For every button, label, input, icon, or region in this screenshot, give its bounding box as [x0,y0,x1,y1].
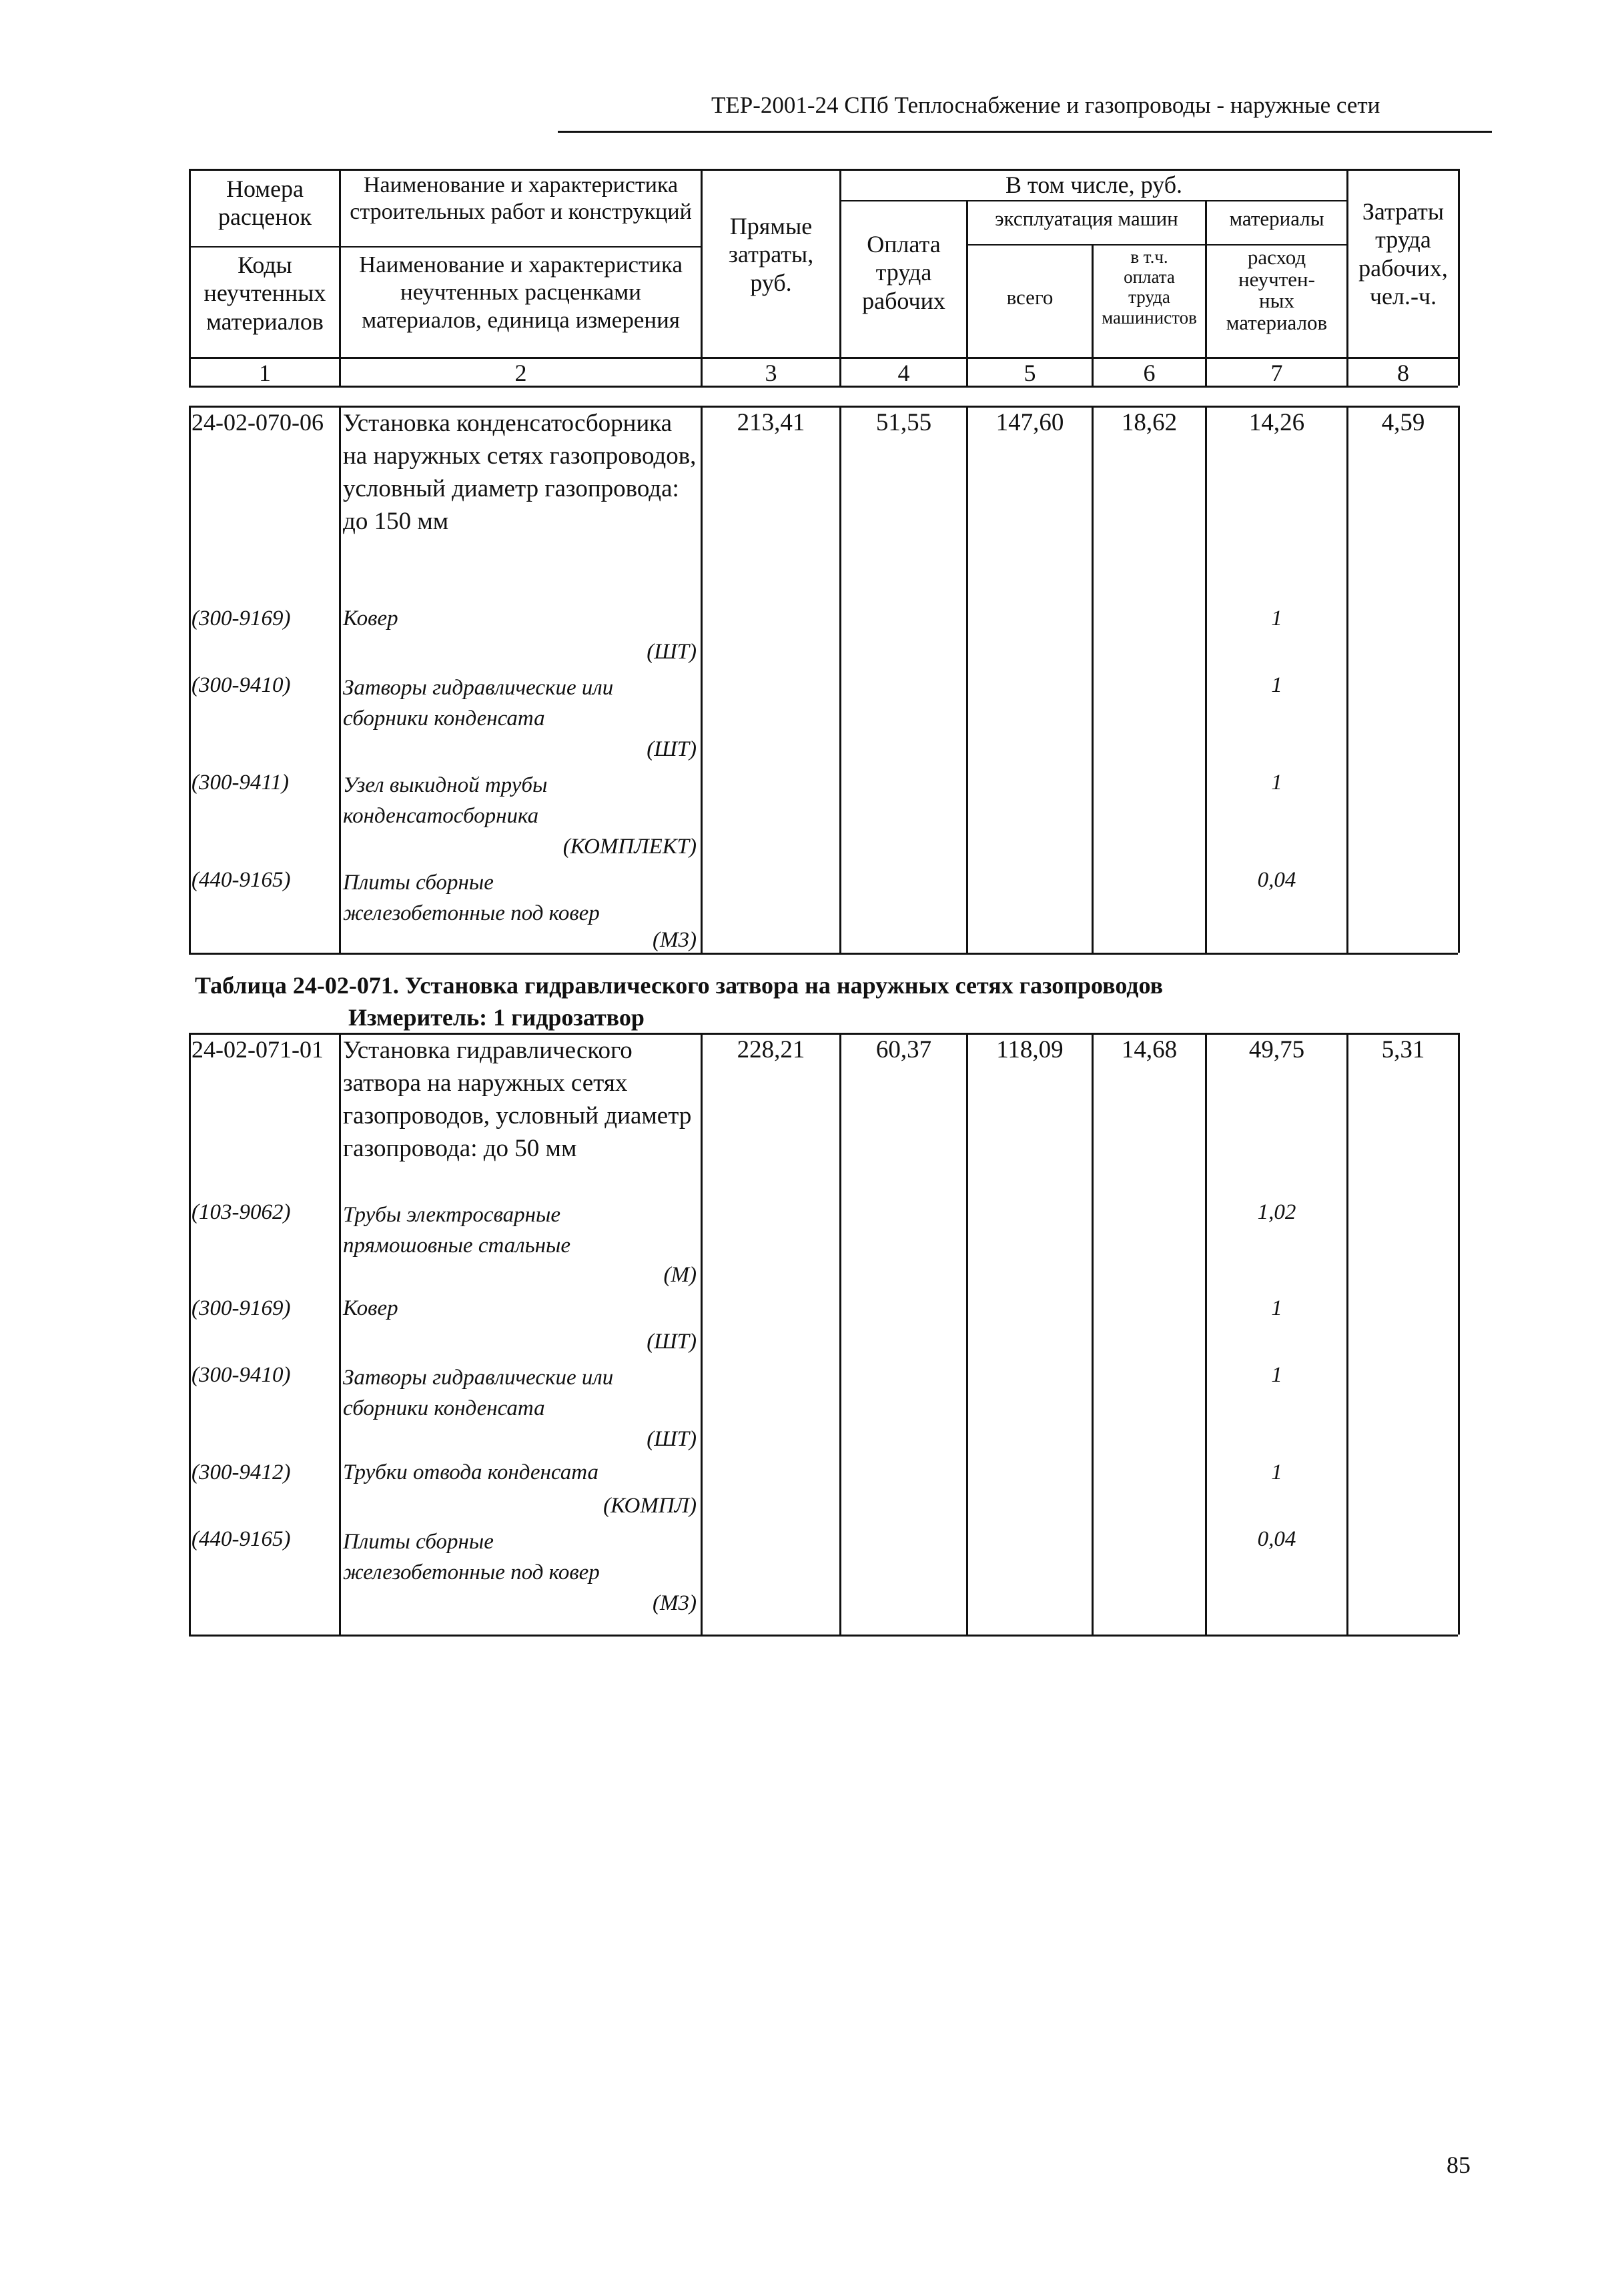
material-unit: (М3) [653,928,697,952]
material-unit: (ШТ) [647,1427,697,1451]
value-materials: 49,75 [1248,1036,1305,1063]
rule [1346,406,1348,953]
col-number: 2 [514,360,527,386]
material-name: Трубы электросварные прямошовные стальные [343,1203,570,1258]
material-unit: (М) [663,1263,697,1287]
value-operators: 18,62 [1121,409,1178,436]
material-qty: 1 [1271,606,1282,630]
material-name: Трубки отвода конденсата [343,1460,598,1484]
material-code: (440-9165) [191,1527,291,1551]
header-col4: Оплата труда рабочих [862,231,945,314]
material-unit: (КОМПЛЕКТ) [562,835,697,859]
header-col7: расход неучтен- ных материалов [1226,246,1328,334]
value-machines: 118,09 [996,1036,1064,1063]
rate-code: 24-02-070-06 [191,409,324,436]
rule [189,406,191,953]
value-direct: 228,21 [737,1036,805,1063]
material-qty: 0,04 [1257,868,1296,892]
rule [1458,406,1460,953]
value-operators: 14,68 [1121,1036,1178,1063]
rule [701,406,703,953]
material-unit: (ШТ) [647,640,697,664]
col-number: 7 [1270,360,1283,386]
value-direct: 213,41 [737,409,805,436]
header-rule [558,131,1492,133]
material-qty: 1 [1271,1296,1282,1320]
header-col3: Прямые затраты, руб. [728,213,814,296]
value-labor: 51,55 [875,409,932,436]
material-code: (300-9169) [191,606,291,630]
value-hours: 4,59 [1381,409,1425,436]
material-unit: (КОМПЛ) [603,1494,697,1518]
header-col8: Затраты труда рабочих, чел.-ч. [1358,198,1448,310]
rule [189,246,701,248]
material-qty: 1 [1271,673,1282,697]
col-number: 3 [765,360,777,386]
header-col1-top: Номера расценок [218,175,312,231]
header-including: В том числе, руб. [1005,171,1183,198]
material-qty: 1,02 [1257,1200,1296,1224]
material-code: (300-9411) [191,771,290,795]
material-unit: (ШТ) [647,1330,697,1354]
rule [1458,169,1460,386]
rule [339,406,341,953]
col-number: 5 [1024,360,1036,386]
material-code: (300-9410) [191,673,291,697]
page-number: 85 [1447,2152,1471,2178]
material-name: Ковер [343,1296,398,1320]
material-name: Плиты сборные железобетонные под ковер [343,1530,600,1584]
rule [966,406,968,953]
value-materials: 14,26 [1248,409,1305,436]
material-qty: 0,04 [1257,1527,1296,1551]
header-machines: эксплуатация машин [995,207,1178,230]
col-number: 6 [1143,360,1156,386]
value-machines: 147,60 [995,409,1064,436]
material-name: Ковер [343,606,398,630]
material-name: Затворы гидравлические или сборники конденсата [343,676,614,731]
rule [839,1033,841,1635]
header-col2-top: Наименование и характеристика строительных работ и конструкций [350,173,692,225]
header-col2-bottom: Наименование и характеристика неучтенных расценками материалов, единица измерения [358,252,683,333]
material-name: Плиты сборные железобетонные под ковер [343,871,600,925]
value-hours: 5,31 [1381,1036,1425,1063]
header-materials: материалы [1229,207,1324,230]
col-number: 8 [1397,360,1409,386]
rate-code: 24-02-071-01 [191,1036,324,1063]
rule [339,1033,341,1635]
material-code: (103-9062) [191,1200,291,1224]
rule [839,406,841,953]
col-number: 1 [259,360,271,386]
material-code: (300-9169) [191,1296,291,1320]
material-code: (300-9410) [191,1363,291,1387]
material-code: (300-9412) [191,1460,291,1484]
rule [189,1635,1458,1637]
material-qty: 1 [1271,771,1282,795]
material-unit: (М3) [653,1591,697,1615]
rule [839,200,1346,201]
header-col6: в т.ч. оплата труда машинистов [1102,247,1197,328]
rate-name: Установка конденсатосборника на наружных сетях газопроводов, условный диаметр газопровода: до 150 мм [343,410,697,535]
header-col5: всего [1006,286,1054,309]
rule [966,1033,968,1635]
value-labor: 60,37 [875,1036,932,1063]
col-number: 4 [897,360,910,386]
material-qty: 1 [1271,1363,1282,1387]
material-name: Узел выкидной трубы конденсатосборника [343,773,548,828]
rule [1346,1033,1348,1635]
material-code: (440-9165) [191,868,291,892]
material-unit: (ШТ) [647,737,697,761]
material-qty: 1 [1271,1460,1282,1484]
rule [1092,406,1094,953]
rule [189,1033,191,1635]
running-head: ТЕР-2001-24 СПб Теплоснабжение и газопроводы - наружные сети [711,92,1380,118]
rule [1092,1033,1094,1635]
material-name: Затворы гидравлические или сборники конденсата [343,1366,614,1420]
rule [1458,1033,1460,1635]
rule [701,1033,703,1635]
measure-unit: Измеритель: 1 гидрозатвор [348,1004,645,1031]
rate-name: Установка гидравлического затвора на наружных сетях газопроводов, условный диаметр газопровода: до 50 мм [343,1037,692,1162]
header-col1-bottom: Коды неучтенных материалов [204,252,326,335]
table-caption: Таблица 24-02-071. Установка гидравлического затвора на наружных сетях газопроводов [195,972,1164,999]
